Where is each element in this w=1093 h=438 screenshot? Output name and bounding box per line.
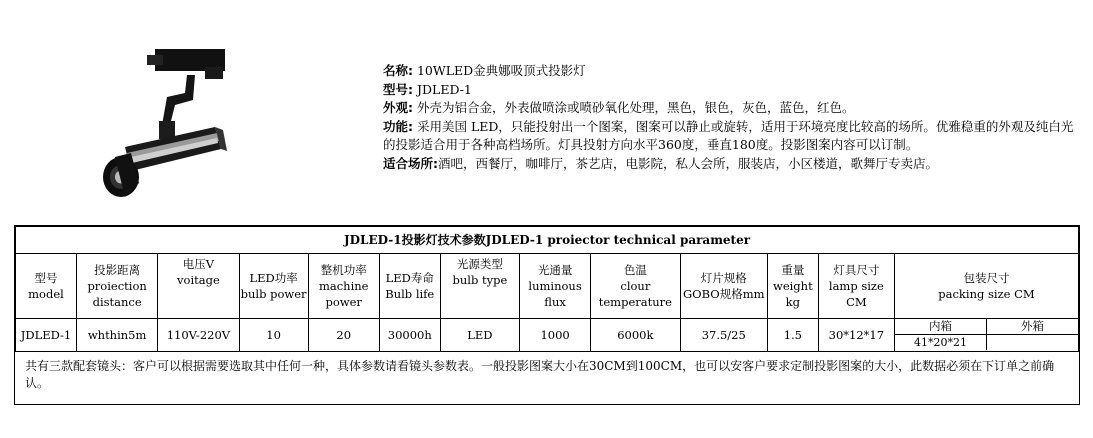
venues-label: 适合场所: (383, 155, 438, 171)
col-header (379, 254, 440, 319)
lens-note: 共有三款配套镜头：客户可以根据需要选取其中任何一种，具体参数请看镜头参数表。一般投影图案大小在30CM到100CM，也可以安客户要求定制投影图案的大小，此数据必须在下订单之前确认。 (25, 359, 1055, 390)
packing-subtable (895, 319, 1078, 350)
value-cell: 110V-220V (158, 319, 239, 352)
header-en: clour temperature (598, 279, 672, 309)
name-label: 名称: (383, 63, 413, 78)
appearance-label: 外观: (383, 100, 413, 115)
value-cell: 10 (239, 319, 308, 352)
header-en: model (28, 287, 64, 301)
col-header (520, 254, 591, 319)
value-cell: 37.5/25 (680, 319, 767, 352)
header-cn: LED功率 (249, 271, 298, 285)
header-en: lamp size CM (828, 279, 884, 309)
value-cell: whthin5m (76, 319, 157, 352)
header-cn: 灯片规格 (700, 271, 747, 285)
header-en: proiection distance (87, 279, 147, 309)
appearance-row (383, 99, 1083, 118)
value-cell: JDLED-1 (16, 319, 77, 352)
col-header (308, 254, 379, 319)
projector-lamp-image (95, 45, 235, 210)
value-cell: 6000k (591, 319, 680, 352)
col-header (239, 254, 308, 319)
header-en: Bulb life (385, 287, 435, 301)
inner-box-value: 41*20*21 (895, 335, 987, 351)
header-en: luminous flux (528, 279, 582, 309)
header-en: voitage (177, 273, 220, 287)
name-row (383, 62, 1083, 81)
header-cn: 光通量 (537, 263, 573, 277)
header-en: packing size CM (938, 287, 1035, 301)
header-cn: 电压V (182, 257, 215, 271)
product-description (383, 62, 1083, 173)
spec-table (15, 226, 1079, 352)
header-en: machine power (318, 279, 369, 309)
col-header (818, 254, 894, 319)
value-cell: 1.5 (767, 319, 818, 352)
value-cell: 20 (308, 319, 379, 352)
header-cn: 色温 (623, 263, 647, 277)
outer-box-value (986, 335, 1078, 351)
header-cn: 型号 (34, 271, 58, 285)
header-cn: 光源类型 (456, 257, 503, 271)
col-header (680, 254, 767, 319)
value-cell: 30*12*17 (818, 319, 894, 352)
col-header (591, 254, 680, 319)
value-cell: LED (440, 319, 519, 352)
header-en: bulb power (240, 287, 307, 301)
col-header (440, 254, 519, 319)
header-cn: 投影距离 (94, 263, 141, 277)
header-en: GOBO规格mm (682, 287, 765, 301)
col-header (158, 254, 239, 319)
header-cn: 整机功率 (320, 263, 367, 277)
col-header (767, 254, 818, 319)
product-name: 10WLED金典娜吸顶式投影灯 (416, 63, 586, 78)
spec-title: JDLED-1投影灯技术参数JDLED-1 proiector technical parameter (16, 227, 1079, 254)
col-header-packing (894, 254, 1078, 319)
value-cell: 30000h (379, 319, 440, 352)
col-header (76, 254, 157, 319)
value-cell: 1000 (520, 319, 591, 352)
function-label: 功能: (383, 118, 413, 134)
model-label: 型号: (383, 81, 413, 97)
model-row (383, 81, 1083, 100)
header-cn: 重量 (781, 263, 805, 277)
inner-box-label: 内箱 (895, 319, 987, 335)
spec-table-frame (14, 225, 1080, 405)
function-text: 采用美国 LED，只能投射出一个图案，图案可以静止或旋转，适用于环境亮度比较高的场所。优雅稳重的外观及纯白光的投影适合用于各种高档场所。灯具投射方向水平360度，垂直180度。投影图案内容可以订制。 (383, 118, 1074, 152)
header-en: weight kg (772, 279, 813, 309)
header-cn: 灯具尺寸 (833, 263, 880, 277)
outer-box-label: 外箱 (986, 319, 1078, 335)
header-cn: 包装尺寸 (963, 271, 1010, 285)
header-cn: LED寿命 (385, 271, 434, 285)
venues-row (383, 155, 1083, 174)
venues-text: 酒吧，西餐厅，咖啡厅，茶艺店，电影院，私人会所，服装店，小区楼道，歌舞厅专卖店。 (438, 155, 939, 171)
packing-cell (894, 319, 1078, 352)
function-row (383, 118, 1083, 155)
header-en: bulb type (452, 273, 508, 287)
product-model: JDLED-1 (416, 81, 472, 97)
col-header (16, 254, 77, 319)
appearance-text: 外壳为铝合金，外表做喷涂或喷砂氧化处理，黑色，银色，灰色，蓝色，红色。 (416, 100, 855, 115)
